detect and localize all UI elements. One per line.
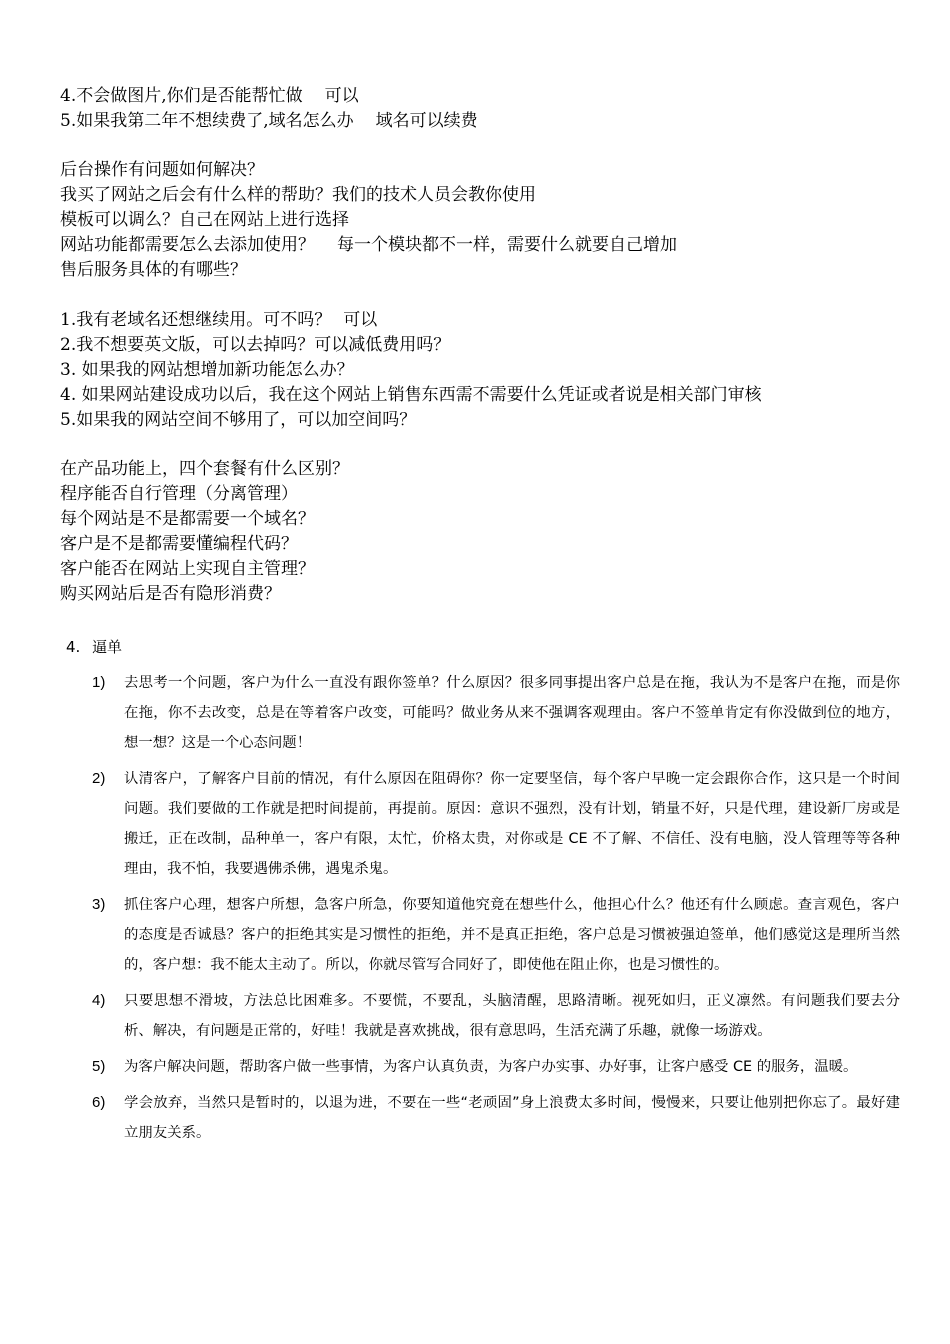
faq-line: 后台操作有问题如何解决？ xyxy=(60,160,264,180)
faq-line: 4.不会做图片,你们是否能帮忙做 可以 xyxy=(60,86,359,106)
list-item xyxy=(92,668,900,758)
faq-line: 客户能否在网站上实现自主管理？ xyxy=(60,559,315,579)
faq-line: 网站功能都需要怎么去添加使用？ 每一个模块都不一样，需要什么就要自己增加 xyxy=(60,235,677,255)
faq-line: 2.我不想要英文版，可以去掉吗？可以减低费用吗？ xyxy=(60,335,451,355)
faq-line: 我买了网站之后会有什么样的帮助？我们的技术人员会教你使用 xyxy=(60,185,536,205)
faq-line: 购买网站后是否有隐形消费？ xyxy=(60,584,281,604)
faq-line: 3. 如果我的网站想增加新功能怎么办？ xyxy=(60,360,354,380)
section-title: 逼单 xyxy=(92,638,123,656)
faq-block-2 xyxy=(60,158,920,283)
item-number: 6) xyxy=(92,1094,106,1111)
list-item xyxy=(92,986,900,1046)
section-number: 4. xyxy=(66,638,81,656)
item-number: 2) xyxy=(92,770,106,787)
faq-line: 售后服务具体的有哪些？ xyxy=(60,260,247,280)
item-text: 为客户解决问题，帮助客户做一些事情，为客户认真负责，为客户办实事、办好事，让客户感受 CE 的服务，温暖。 xyxy=(124,1059,858,1075)
faq-line: 1.我有老域名还想继续用。可不吗？ 可以 xyxy=(60,310,378,330)
faq-block-3 xyxy=(60,308,920,433)
faq-line: 模板可以调么？自己在网站上进行选择 xyxy=(60,210,349,230)
faq-line: 4. 如果网站建设成功以后，我在这个网站上销售东西需不需要什么凭证或者说是相关部门审核 xyxy=(60,385,762,405)
list-item xyxy=(92,764,900,884)
item-text: 抓住客户心理，想客户所想，急客户所急，你要知道他究竟在想些什么，他担心什么？他还有什么顾虑。查言观色，客户的态度是否诚恳？客户的拒绝其实是习惯性的拒绝，并不是真正拒绝，客户总是习惯被强迫签单，他们感觉这是理所当然的，客户想：我不能太主动了。所以，你就尽管写合同好了，即使他在阻止你，也是习惯性的。 xyxy=(124,897,900,973)
numbered-list xyxy=(92,668,900,1154)
item-number: 3) xyxy=(92,896,106,913)
item-number: 5) xyxy=(92,1058,106,1075)
faq-block-4 xyxy=(60,457,920,607)
faq-line: 客户是不是都需要懂编程代码？ xyxy=(60,534,298,554)
item-number: 1) xyxy=(92,674,106,691)
section-heading xyxy=(66,636,122,658)
list-item xyxy=(92,890,900,980)
item-number: 4) xyxy=(92,992,106,1009)
item-text: 认清客户，了解客户目前的情况，有什么原因在阻碍你？你一定要坚信，每个客户早晚一定会跟你合作，这只是一个时间问题。我们要做的工作就是把时间提前，再提前。原因：意识不强烈，没有计划，销量不好，只是代理，建设新厂房或是搬迁，正在改制，品种单一，客户有限，太忙，价格太贵，对你或是 CE 不了解、不信任、没有电脑，没人管理等等各种理由，我不怕，我要遇佛杀佛，遇鬼杀鬼。 xyxy=(124,771,900,877)
item-text: 学会放弃，当然只是暂时的，以退为进，不要在一些“老顽固”身上浪费太多时间，慢慢来，只要让他别把你忘了。最好建立朋友关系。 xyxy=(124,1095,900,1141)
faq-line: 5.如果我第二年不想续费了,域名怎么办 域名可以续费 xyxy=(60,111,478,131)
faq-block-1 xyxy=(60,84,920,134)
list-item xyxy=(92,1052,900,1082)
item-text: 只要思想不滑坡，方法总比困难多。不要慌，不要乱，头脑清醒，思路清晰。视死如归，正义凛然。有问题我们要去分析、解决，有问题是正常的，好哇！我就是喜欢挑战，很有意思吗，生活充满了乐趣，就像一场游戏。 xyxy=(124,993,900,1039)
faq-line: 5.如果我的网站空间不够用了，可以加空间吗？ xyxy=(60,410,417,430)
faq-line: 在产品功能上，四个套餐有什么区别？ xyxy=(60,459,349,479)
faq-line: 程序能否自行管理（分离管理） xyxy=(60,484,298,504)
item-text: 去思考一个问题，客户为什么一直没有跟你签单？什么原因？很多同事提出客户总是在拖，我认为不是客户在拖，而是你在拖，你不去改变，总是在等着客户改变，可能吗？做业务从来不强调客观理由。客户不签单肯定有你没做到位的地方，想一想？这是一个心态问题！ xyxy=(124,675,900,751)
list-item xyxy=(92,1088,900,1148)
faq-line: 每个网站是不是都需要一个域名？ xyxy=(60,509,315,529)
